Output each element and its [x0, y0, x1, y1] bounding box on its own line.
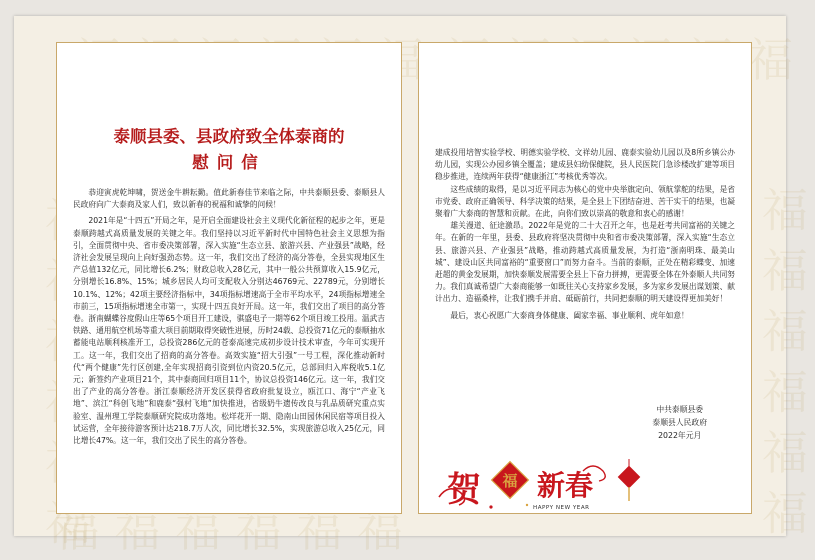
greeting-char-fu: 福: [502, 472, 518, 490]
decor-dot-icon: [526, 504, 528, 506]
title-line-2: 慰问信: [192, 153, 266, 172]
paragraph-closing-wishes: 最后，衷心祝愿广大泰商身体健康、阖家幸福、事业顺利、虎年如意！: [450, 310, 689, 320]
left-page: [56, 42, 402, 514]
paragraph-thanks: 这些成绩的取得，是以习近平同志为核心的党中央举旗定向、领航掌舵的结果，是省市党委、政府正确领导、科学决策的结果，是全县上下团结奋进、苦干实干的结果，也凝聚着广大泰商的智慧和贡献。在此，向你们致以崇高的敬意和衷心的感谢！: [435, 184, 735, 219]
greeting-chars-xinchun: 新春: [537, 469, 594, 502]
chinese-knot-icon: [618, 466, 641, 489]
paragraph-achievements: 2021年是“十四五”开局之年，是开启全面建设社会主义现代化新征程的起步之年，更是泰顺跨越式高质量发展的关键之年。我们坚持以习近平新时代中国特色社会主义思想为指引，全面贯彻中央、省市委决策部署，深入实施“生态立县、旅游兴县、产业强县”战略，经济社会发展呈现向上向好强劲态势。这一年，我们交出了经济的高分答卷，全县实现地区生产总值132亿元，同比增长6.2%；财政总收入28亿元，其中一般公共预算收入15.9亿元，分别增长16.8%、15%；城乡居民人均可支配收入分别达46769元、22789元，分别增长10.1%、12%；42项主要经济指标中，34项指标增速高于全市平均水平，24项指标增速全市前三，15项指标增速全市第一，实现十四五良好开局。这一年，我们交出了项目的高分答卷。浙南蝴蝶谷度假山庄等65个项目开工建设，骐盛电子一期等62个项目竣工投用。温武吉铁路、通用航空机场等重大项目前期取得突破性进展，历时24载、总投资71亿元的泰顺抽水蓄能电站顺利核准开工，总投资286亿元的苍泰高速完成初步设计技术审查，今年可实现开工。这一年，我们交出了招商的高分答卷。高效实施“招大引强”一号工程，深化推动新时代“两个健康”先行区创建,全年实现招商引资到位内资20.5亿元，总部回归入库税收5.1亿元；新签约产业项目21个，其中泰商回归项目11个，协议总投资146亿元。这一年，我们交出了产业的高分答卷。浙江泰顺经济开发区获得省政府批复设立，瓯江口、海宁“产业飞地”、滨江“科创飞地”和鹿泰“强村飞地”加快推进，省级奶牛遗传改良与乳品质研究重点实验室、温州理工学院泰顺研究院成功落地。松垟花开一期、隐南山田园休闲民宿等项目投入试运营，全年接待游客预计达218.7万人次，同比增长32.5%，实现旅游总收入25亿元，同比增长47%。这一年，我们交出了民生的高分答卷。: [73, 216, 385, 446]
decor-dot-icon: [489, 505, 492, 508]
signature-government: 泰顺县人民政府: [652, 418, 707, 427]
watermark-pattern: 福: [38, 499, 92, 546]
signature-block: [652, 403, 707, 442]
left-body-text: [73, 187, 385, 447]
letter-spread: [14, 16, 809, 557]
new-year-greeting-graphic: [433, 457, 659, 515]
watermark-pattern: 福 福 福 福 福 福: [755, 186, 809, 536]
watermark-pattern: 福: [747, 33, 794, 87]
right-page: [418, 42, 752, 514]
title-line-1: 泰顺县委、县政府致全体泰商的: [113, 127, 345, 146]
paragraph-outlook: 雄关漫道、征途激昂。2022年是党的二十大召开之年，也是赶考共同富裕的关键之年。在新的一年里，县委、县政府将坚决贯彻中央和省市委决策部署，深入实施“生态立县、旅游兴县、产业强县”战略，推动跨越式高质量发展，为打造“浙南明珠、最美山城”、建设山区共同富裕的“重要窗口”而努力奋斗。当前的泰顺，正处在精彩蝶变、加速赶超的黄金发展期，加快泰顺发展需要全县上下奋力拼搏，更需要全体在外泰顺人共同努力。我们真诚希望广大泰商能够一如既往关心支持家乡发展，多为家乡发展出谋划策、献计出力、造福桑梓，让我们携手并肩、砥砺前行，共同把泰顺的明天建设得更加美好！: [435, 221, 735, 304]
right-body-text: [435, 147, 735, 322]
greeting-english-text: HAPPY NEW YEAR: [533, 505, 590, 511]
watermark-pattern: 福 福 福 福 福 福: [54, 503, 404, 557]
paragraph-continued: 建成投用培智实验学校、明德实验学校、文祥幼儿园、鹿泰实验幼儿园以及8所乡镇公办幼儿园，实现公办园乡镇全覆盖；建成县妇幼保健院，县人民医院门急诊楼改扩建等项目稳步推进，连续两年获得“健康浙江”考核优秀等次。: [435, 148, 735, 182]
paragraph-greeting: 恭迎寅虎乾坤啸，贺送金牛耕耘勤。值此新春佳节来临之际，中共泰顺县委、泰顺县人民政府向广大泰商及家人们，致以新春的祝福和诚挚的问候！: [73, 188, 385, 210]
signature-date: 2022年元月: [658, 431, 702, 440]
signature-party-committee: 中共泰顺县委: [656, 405, 704, 414]
greeting-char-he: 贺: [447, 470, 481, 510]
